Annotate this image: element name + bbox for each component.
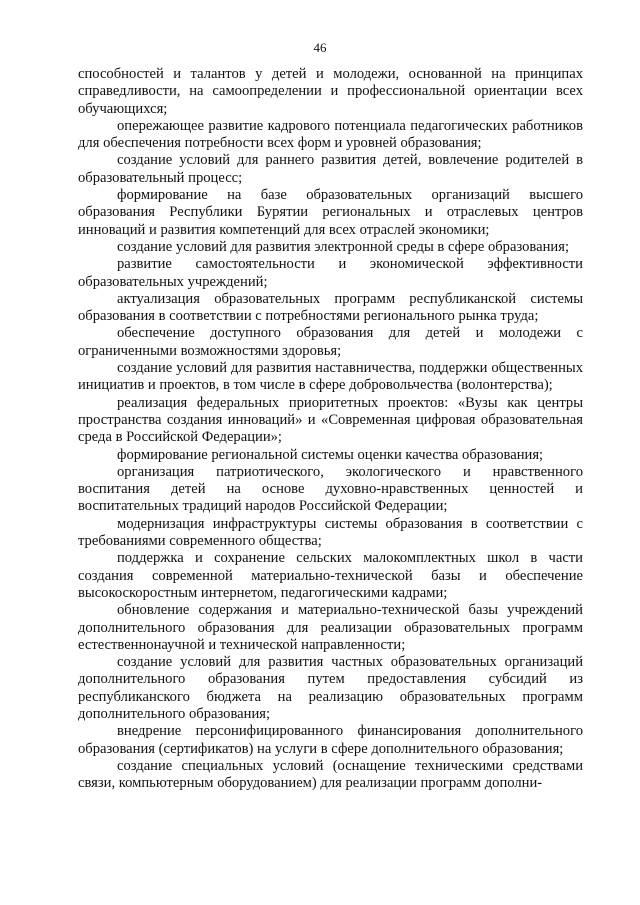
paragraph: реализация федеральных приоритетных проектов: «Вузы как центры пространства создания инноваций» и «Современная цифровая образовательная среда в Российской Федерации»;: [78, 394, 583, 446]
page-number: 46: [313, 40, 327, 55]
paragraph: создание специальных условий (оснащение техническими средствами связи, компьютерным оборудованием) для реализации программ дополни-: [78, 757, 583, 792]
paragraph: обеспечение доступного образования для детей и молодежи с ограниченными возможностями здоровья;: [78, 325, 583, 359]
paragraph: развитие самостоятельности и экономической эффективности образовательных учреждений;: [78, 256, 583, 290]
paragraph: актуализация образовательных программ республиканской системы образования в соответствии с потребностями регионального рынка труда;: [78, 290, 583, 325]
paragraph: модернизация инфраструктуры системы образования в соответствии с требованиями современного общества;: [78, 515, 583, 550]
paragraph: организация патриотического, экологического и нравственного воспитания детей на основе духовно-нравственных ценностей и воспитательных традиций народов Российской Федерации;: [78, 463, 583, 515]
paragraph: способностей и талантов у детей и молодежи, основанной на принципах справедливости, на самоопределении и профессиональной ориентации всех обучающихся;: [78, 66, 583, 117]
paragraph: формирование региональной системы оценки качества образования;: [117, 446, 544, 463]
paragraph: внедрение персонифицированного финансирования дополнительного образования (сертификатов) на услуги в сфере дополнительного образования;: [78, 723, 583, 757]
body-text: [78, 66, 583, 792]
paragraph: создание условий для развития частных образовательных организаций дополнительного образования путем предоставления субсидий из республиканского бюджета на реализацию образовательных программ дополнительного образования;: [78, 654, 583, 722]
paragraph: создание условий для раннего развития детей, вовлечение родителей в образовательный процесс;: [78, 152, 583, 186]
paragraph: создание условий для развития наставничества, поддержки общественных инициатив и проектов, в том числе в сфере добровольчества (волонтерства);: [78, 360, 583, 394]
paragraph: формирование на базе образовательных организаций высшего образования Республики Бурятии региональных и отраслевых центров инноваций и развития компетенций для всех отраслей экономики;: [78, 187, 583, 238]
paragraph: обновление содержания и материально-технической базы учреждений дополнительного образования для реализации образовательных программ естественнонаучной и технической направленности;: [78, 602, 583, 653]
paragraph: опережающее развитие кадрового потенциала педагогических работников для обеспечения потребности всех форм и уровней образования;: [78, 117, 583, 152]
paragraph: поддержка и сохранение сельских малокомплектных школ в части создания современной материально-технической базы и обеспечение высокоскоростным интернетом, педагогическими кадрами;: [78, 550, 583, 601]
paragraph: создание условий для развития электронной среды в сфере образования;: [117, 238, 569, 255]
